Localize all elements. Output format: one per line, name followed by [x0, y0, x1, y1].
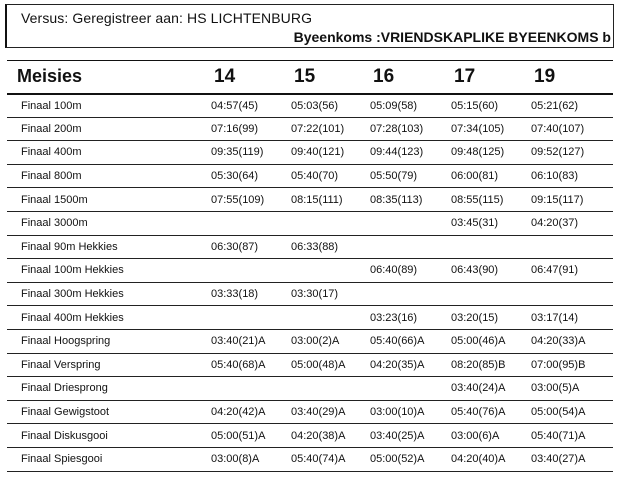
time-cell: 04:20(42)A: [205, 400, 285, 424]
time-cell: [364, 211, 445, 235]
time-cell: 05:40(70): [285, 164, 364, 188]
event-name-cell: Finaal 90m Hekkies: [7, 235, 205, 259]
time-cell: 09:40(121): [285, 141, 364, 165]
time-cell: 08:15(111): [285, 188, 364, 212]
time-cell: [205, 211, 285, 235]
time-cell: 05:50(79): [364, 164, 445, 188]
time-cell: 09:44(123): [364, 141, 445, 165]
table-row: [7, 353, 613, 377]
time-cell: 06:00(81): [445, 164, 525, 188]
table-row: [7, 424, 613, 448]
table-row: [7, 282, 613, 306]
table-row: [7, 211, 613, 235]
time-cell: 03:33(18): [205, 282, 285, 306]
time-cell: 08:55(115): [445, 188, 525, 212]
table-row: [7, 259, 613, 283]
time-cell: 05:21(62): [525, 94, 613, 118]
event-name-cell: Finaal Verspring: [7, 353, 205, 377]
column-header-age-16: 16: [364, 61, 445, 94]
time-cell: 05:40(66)A: [364, 329, 445, 353]
event-name-cell: Finaal 400m Hekkies: [7, 306, 205, 330]
time-cell: 09:48(125): [445, 141, 525, 165]
event-name-cell: Finaal Hoogspring: [7, 329, 205, 353]
time-cell: 04:20(33)A: [525, 329, 613, 353]
time-cell: 05:00(51)A: [205, 424, 285, 448]
time-cell: 05:15(60): [445, 94, 525, 118]
event-name-cell: Finaal Spiesgooi: [7, 447, 205, 471]
time-cell: [205, 306, 285, 330]
time-cell: [364, 282, 445, 306]
time-cell: [445, 235, 525, 259]
time-cell: 09:35(119): [205, 141, 285, 165]
event-name-cell: Finaal Gewigstoot: [7, 400, 205, 424]
table-row: [7, 164, 613, 188]
time-cell: 04:20(40)A: [445, 447, 525, 471]
table-row: [7, 306, 613, 330]
time-cell: 05:40(71)A: [525, 424, 613, 448]
meet-header-box: [5, 4, 614, 48]
table-row: [7, 447, 613, 471]
time-cell: 03:00(10)A: [364, 400, 445, 424]
time-cell: 03:20(15): [445, 306, 525, 330]
time-cell: [285, 306, 364, 330]
time-cell: 05:00(46)A: [445, 329, 525, 353]
time-cell: 07:34(105): [445, 117, 525, 141]
time-cell: [205, 259, 285, 283]
time-cell: 03:00(6)A: [445, 424, 525, 448]
time-cell: 07:16(99): [205, 117, 285, 141]
table-row: [7, 377, 613, 401]
time-cell: 03:23(16): [364, 306, 445, 330]
table-row: [7, 188, 613, 212]
time-cell: 06:30(87): [205, 235, 285, 259]
time-cell: 07:28(103): [364, 117, 445, 141]
event-name-cell: Finaal 200m: [7, 117, 205, 141]
time-cell: 03:40(21)A: [205, 329, 285, 353]
event-name-cell: Finaal Diskusgooi: [7, 424, 205, 448]
table-body: [7, 94, 613, 472]
event-name-cell: Finaal Driesprong: [7, 377, 205, 401]
time-cell: 03:40(25)A: [364, 424, 445, 448]
table-row: [7, 141, 613, 165]
table-row: [7, 94, 613, 118]
time-cell: 07:00(95)B: [525, 353, 613, 377]
time-cell: 05:40(68)A: [205, 353, 285, 377]
time-cell: 09:15(117): [525, 188, 613, 212]
time-cell: 03:00(8)A: [205, 447, 285, 471]
time-cell: [445, 282, 525, 306]
time-cell: 07:40(107): [525, 117, 613, 141]
time-cell: 03:40(27)A: [525, 447, 613, 471]
time-cell: 06:47(91): [525, 259, 613, 283]
time-cell: 04:20(37): [525, 211, 613, 235]
time-cell: 04:20(35)A: [364, 353, 445, 377]
versus-registered-line: Versus: Geregistreer aan: HS LICHTENBURG: [21, 10, 313, 26]
table-row: [7, 117, 613, 141]
column-header-age-19: 19: [525, 61, 613, 94]
time-cell: 05:40(76)A: [445, 400, 525, 424]
time-cell: [285, 211, 364, 235]
header-row: [7, 61, 613, 94]
time-cell: [285, 377, 364, 401]
results-table: [7, 60, 613, 472]
time-cell: 09:52(127): [525, 141, 613, 165]
column-header-category: Meisies: [7, 61, 205, 94]
time-cell: 03:45(31): [445, 211, 525, 235]
time-cell: 06:33(88): [285, 235, 364, 259]
time-cell: [285, 259, 364, 283]
column-header-age-15: 15: [285, 61, 364, 94]
table-row: [7, 400, 613, 424]
time-cell: 05:00(54)A: [525, 400, 613, 424]
table-row: [7, 329, 613, 353]
time-cell: 07:55(109): [205, 188, 285, 212]
event-name-cell: Finaal 100m Hekkies: [7, 259, 205, 283]
event-name-cell: Finaal 300m Hekkies: [7, 282, 205, 306]
column-header-age-14: 14: [205, 61, 285, 94]
time-cell: 05:40(74)A: [285, 447, 364, 471]
event-name-cell: Finaal 400m: [7, 141, 205, 165]
time-cell: 05:09(58): [364, 94, 445, 118]
time-cell: 03:30(17): [285, 282, 364, 306]
time-cell: 03:00(2)A: [285, 329, 364, 353]
event-name-cell: Finaal 100m: [7, 94, 205, 118]
time-cell: [364, 377, 445, 401]
time-cell: 05:03(56): [285, 94, 364, 118]
time-cell: 03:40(24)A: [445, 377, 525, 401]
time-cell: 07:22(101): [285, 117, 364, 141]
time-cell: 05:00(48)A: [285, 353, 364, 377]
time-cell: 08:20(85)B: [445, 353, 525, 377]
time-cell: 03:40(29)A: [285, 400, 364, 424]
time-cell: 05:00(52)A: [364, 447, 445, 471]
time-cell: 06:40(89): [364, 259, 445, 283]
time-cell: [525, 282, 613, 306]
time-cell: 03:00(5)A: [525, 377, 613, 401]
time-cell: 06:10(83): [525, 164, 613, 188]
event-name-cell: Finaal 800m: [7, 164, 205, 188]
time-cell: 03:17(14): [525, 306, 613, 330]
time-cell: [525, 235, 613, 259]
time-cell: [205, 377, 285, 401]
table-row: [7, 235, 613, 259]
time-cell: 05:30(64): [205, 164, 285, 188]
column-header-age-17: 17: [445, 61, 525, 94]
time-cell: 04:20(38)A: [285, 424, 364, 448]
time-cell: [364, 235, 445, 259]
time-cell: 08:35(113): [364, 188, 445, 212]
event-name-cell: Finaal 3000m: [7, 211, 205, 235]
event-name-cell: Finaal 1500m: [7, 188, 205, 212]
meeting-name-line: Byeenkoms :VRIENDSKAPLIKE BYEENKOMS b: [293, 29, 611, 45]
table-header: [7, 61, 613, 94]
time-cell: 04:57(45): [205, 94, 285, 118]
time-cell: 06:43(90): [445, 259, 525, 283]
